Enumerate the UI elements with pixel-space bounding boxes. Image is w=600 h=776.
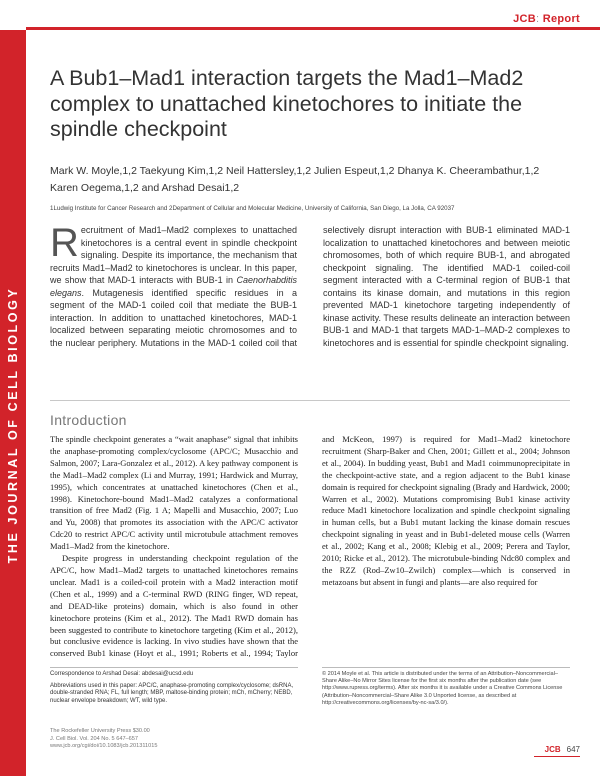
authors-line-1: Mark W. Moyle,1,2 Taekyung Kim,1,2 Neil Hattersley,1,2 Julien Espeut,1,2 Dhanya K. Cheerambathur,1,2 bbox=[50, 165, 540, 177]
authors-line-2: Karen Oegema,1,2 and Arshad Desai1,2 bbox=[50, 182, 240, 194]
abstract bbox=[50, 221, 570, 349]
article-type: Report bbox=[542, 13, 580, 25]
sidebar-journal-name: THE JOURNAL OF CELL BIOLOGY bbox=[6, 286, 20, 564]
journal-abbrev: JCB bbox=[513, 13, 537, 25]
abstract-divider bbox=[50, 400, 570, 401]
correspondence-note: Correspondence to Arshad Desai: abdesai@ucsd.edu bbox=[50, 671, 194, 677]
publisher-line-1: The Rockefeller University Press $30.00 bbox=[50, 728, 150, 734]
section-heading-introduction: Introduction bbox=[50, 412, 127, 428]
article-title: A Bub1–Mad1 interaction targets the Mad1–Mad2 complex to unattached kinetochores to initiate the spindle checkpoint bbox=[50, 66, 524, 141]
author-list bbox=[50, 163, 570, 197]
footnotes bbox=[50, 667, 298, 709]
affiliation: 1Ludwig Institute for Cancer Research and 2Department of Cellular and Molecular Medicine, University of California, San Diego, La Jolla, CA 92037 bbox=[50, 205, 455, 212]
introduction-body bbox=[50, 434, 570, 664]
tag-separator: : bbox=[536, 13, 540, 25]
journal-section-tag bbox=[513, 13, 580, 25]
publisher-line-2: J. Cell Biol. Vol. 204 No. 5 647–657 bbox=[50, 735, 139, 742]
intro-paragraph-2: Despite progress in understanding checkpoint regulation of the APC/C, how Mad1–Mad2 targets to unattached kinetochores remains unclear. Mad1 is a coiled-coil protein with a Mad2 interaction motif (Chen et al., 1999) and a C-terminal RWD (RING finger, WD repeat, and DEAD-like proteins) domain, which is also found in other kinetochore proteins (Kim et al., 2012). The Mad1 RWD domain has been suggested to contribute to kinetochore targeting (Kim et al., 2012), but conclusive evidence is lacking. In vivo studies have shown that the conserved Bub1 kinase (Hoyt et al., 1991; Roberts et al., 1994; Taylor and McKeon, 1997) is required for Mad1–Mad2 kinetochore recruitment (Sharp-Baker and Chen, 2001; Gillett et al., 2004; Johnson et al., 2004). In budding yeast, Bub1 and Mad1 coimmunoprecipitate in the checkpoint-active state, and a region adjacent to the Bub1 kinase domain is required for checkpoint signaling (Brady and Hardwick, 2000; Warren et al., 2002). Mutations compromising Bub1 kinase activity reduce Mad1 kinetochore localization and spindle checkpoint signaling in human cells, but a Bub1 mutant lacking the kinase domain rescues checkpoint signaling in yeast and in Bub1-deleted mouse cells (Warren et al., 2002; Kang et al., 2008; Klebig et al., 2009; Perera and Taylor, 2010; Ricke et al., 2012). The microtubule-binding Ndc80 complex and the RZZ (Rod–Zw10–Zwilch) complex—which is conserved in metazoans but absent in fungi and plants—are also required for bbox=[50, 434, 570, 659]
doi-link[interactable]: www.jcb.org/cgi/doi/10.1083/jcb.201311015 bbox=[50, 743, 158, 749]
journal-sidebar bbox=[0, 30, 26, 776]
species-name: Caenorhabditis elegans bbox=[50, 275, 297, 298]
intro-paragraph-1: The spindle checkpoint generates a “wait anaphase” signal that inhibits the anaphase-promoting complex/cyclosome (APC/C; Musacchio and Salmon, 2007; Lara-Gonzalez et al., 2012). A key pathway component is the Mad1–Mad2 complex (Li and Murray, 1991; Hardwick and Murray, 1995), which concentrates at unattached kinetochores (Chen et al., 1998). Kinetochore-bound Mad1–Mad2 catalyzes a conformational transition of free Mad2 (Fig. 1 A; Mapelli and Musacchio, 2007; Luo and Yu, 2008) that promotes its association with the APC/C activator Cdc20 to restrict APC/C activity until microtubule attachment removes Mad1–Mad2 from the kinetochore. bbox=[50, 434, 298, 552]
header-rule bbox=[26, 27, 600, 30]
top-bar bbox=[0, 0, 600, 30]
page-footer bbox=[545, 745, 580, 754]
abbreviations-note: Abbreviations used in this paper: APC/C, anaphase-promoting complex/cyclosome; dsRNA, double-stranded RNA; FL, full length; MBP, maltose-binding protein; mCh, mCherry; NEBD, nuclear envelope breakdown; WT, wild type. bbox=[50, 682, 294, 704]
footer-journal: JCB bbox=[544, 745, 561, 754]
footer-rule bbox=[534, 756, 580, 757]
license-note: © 2014 Moyle et al. This article is distributed under the terms of an Attribution–Noncommercial–Share Alike–No Mirror Sites license for the first six months after the publication date (see http://www.rupress.org/terms). After six months it is available under a Creative Commons License (Attribution–Noncommercial–Share Alike 3.0 Unported license, as described at http://creativecommons.org/licenses/by-nc-sa/3.0/). bbox=[322, 667, 570, 707]
publisher-info bbox=[50, 728, 158, 751]
abstract-text-1: ecruitment of Mad1–Mad2 complexes to unattached kinetochores is a central event in spindle checkpoint signaling. Despite its importance, the mechanism that recruits Mad1–Mad2 to kinetochores is unclear. In this paper, we show that MAD-1 interacts with BUB-1 in bbox=[50, 225, 297, 285]
page-number: 647 bbox=[566, 745, 580, 754]
abstract-dropcap: R bbox=[50, 221, 79, 265]
abstract-text-2: . Mutagenesis identified specific residues in a segment of the MAD-1 coiled coil that mediate the BUB-1 interaction. In addition to unattached kinetochores, MAD-1 localized between separating meiotic chromosomes and to the nuclear periphery. Mutations in the MAD-1 coiled coil that selectively disrupt interaction with BUB-1 eliminated MAD-1 localization to unattached kinetochores and between meiotic chromosomes, both of which require BUB-1, and abrogated checkpoint signaling. The identified MAD-1 coiled-coil segment interacted with a C-terminal region of BUB-1 that contains its kinase domain, and mutations in this region prevented MAD-1 kinetochore targeting independently of kinase activity. These results delineate an interaction between BUB-1 and MAD-1 that targets MAD-1–MAD-2 complexes to kinetochores and is essential for spindle checkpoint signaling. bbox=[50, 225, 570, 348]
